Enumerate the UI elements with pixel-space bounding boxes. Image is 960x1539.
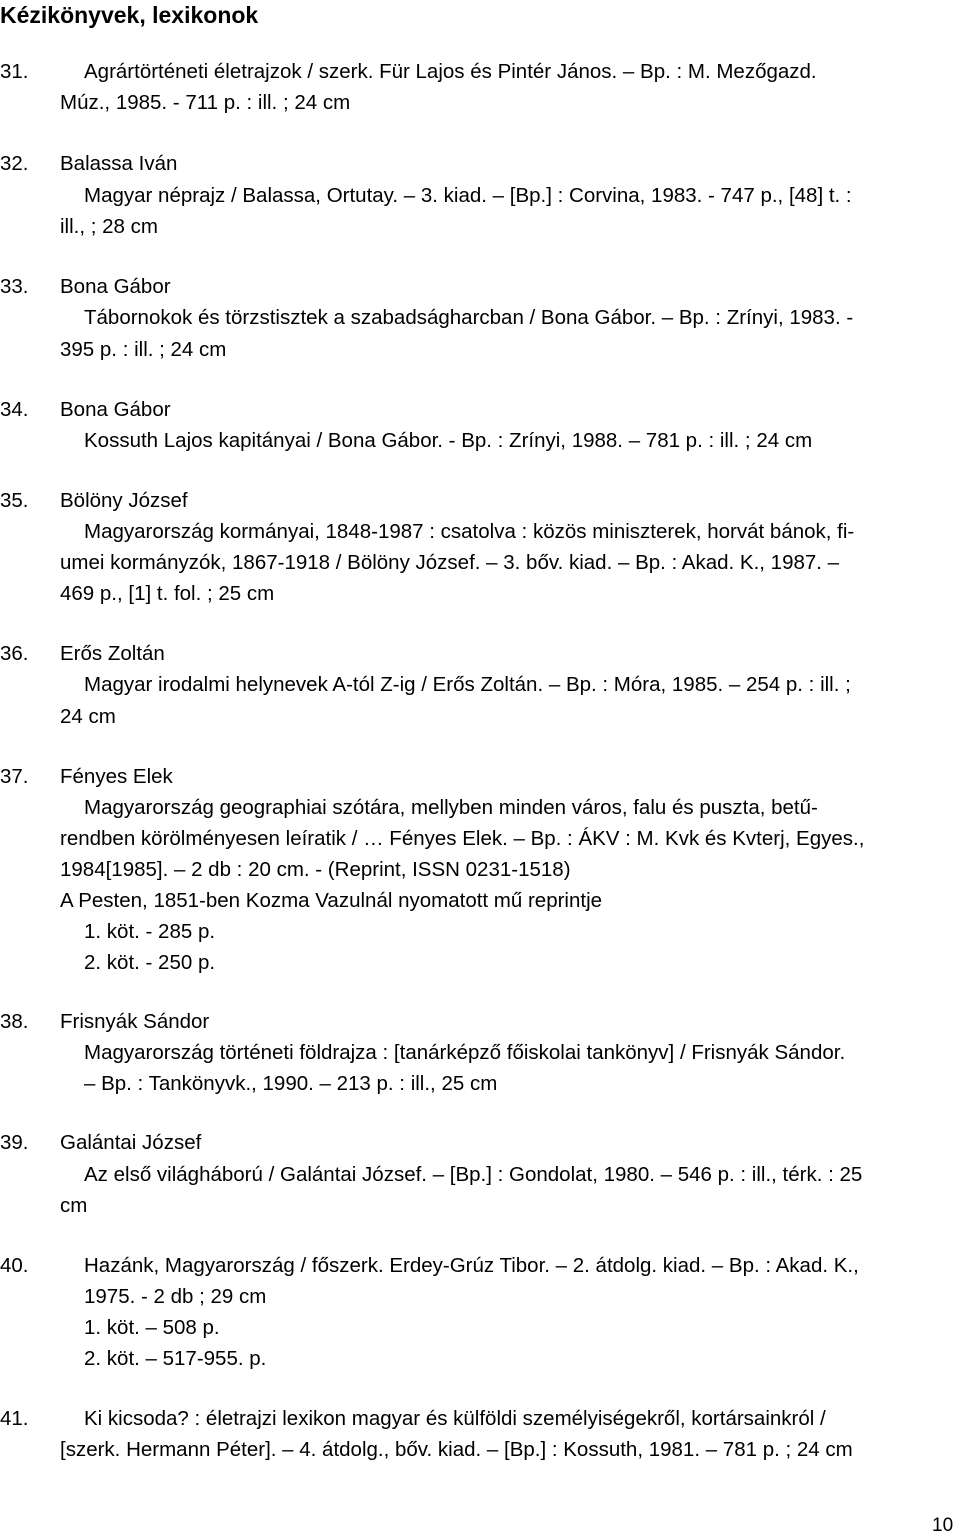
entry-text-line: 469 p., [1] t. fol. ; 25 cm xyxy=(60,582,275,605)
entry-author: Galántai József xyxy=(60,1131,202,1154)
page-title: Kézikönyvek, lexikonok xyxy=(0,2,259,28)
entry-text-line: Magyar néprajz / Balassa, Ortutay. – 3. kiad. – [Bp.] : Corvina, 1983. - 747 p., [48] t. : xyxy=(84,184,852,207)
entry-number: 37. xyxy=(0,765,29,788)
entry-text-line: Magyar irodalmi helynevek A-tól Z-ig / Erős Zoltán. – Bp. : Móra, 1985. – 254 p. : ill. ; xyxy=(84,673,851,696)
entry-text-line: Múz., 1985. - 711 p. : ill. ; 24 cm xyxy=(60,91,351,114)
entry-text-line: Hazánk, Magyarország / főszerk. Erdey-Grúz Tibor. – 2. átdolg. kiad. – Bp. : Akad. K., xyxy=(84,1254,859,1277)
entry-author: Frisnyák Sándor xyxy=(60,1010,210,1033)
entry-text-line: Ki kicsoda? : életrajzi lexikon magyar és külföldi személyiségekről, kortársainkról / xyxy=(84,1407,826,1430)
entry-text-line: ill., ; 28 cm xyxy=(60,215,158,238)
entry-number: 31. xyxy=(0,60,29,83)
entry-text-line: [szerk. Hermann Péter]. – 4. átdolg., bőv. kiad. – [Bp.] : Kossuth, 1981. – 781 p. ; 24 cm xyxy=(60,1438,853,1461)
entry-text-line: – Bp. : Tankönyvk., 1990. – 213 p. : ill., 25 cm xyxy=(84,1072,498,1095)
entry-volume-line: 2. köt. - 250 p. xyxy=(84,951,216,974)
page-number: 10 xyxy=(932,1515,954,1536)
entry-number: 34. xyxy=(0,398,29,421)
entry-number: 33. xyxy=(0,275,29,298)
entry-text-line: umei kormányzók, 1867-1918 / Bölöny József. – 3. bőv. kiad. – Bp. : Akad. K., 1987. – xyxy=(60,551,840,574)
entry-text-line: A Pesten, 1851-ben Kozma Vazulnál nyomatott mű reprintje xyxy=(60,889,603,912)
entry-text-line: cm xyxy=(60,1194,88,1217)
entry-text-line: rendben körölményesen leíratik / … Fényes Elek. – Bp. : ÁKV : M. Kvk és Kvterj, Egyes., xyxy=(60,827,865,850)
entry-number: 39. xyxy=(0,1131,29,1154)
entry-text-line: Az első világháború / Galántai József. – [Bp.] : Gondolat, 1980. – 546 p. : ill., térk. : 25 xyxy=(84,1163,863,1186)
entry-number: 36. xyxy=(0,642,29,665)
entry-author: Balassa Iván xyxy=(60,152,178,175)
entry-author: Bona Gábor xyxy=(60,275,171,298)
entry-text-line: Kossuth Lajos kapitányai / Bona Gábor. - Bp. : Zrínyi, 1988. – 781 p. : ill. ; 24 cm xyxy=(84,429,813,452)
entry-author: Bölöny József xyxy=(60,489,188,512)
entry-author: Bona Gábor xyxy=(60,398,171,421)
entry-text-line: Agrártörténeti életrajzok / szerk. Für Lajos és Pintér János. – Bp. : M. Mezőgazd. xyxy=(84,60,817,83)
entry-text-line: Tábornokok és törzstisztek a szabadságharcban / Bona Gábor. – Bp. : Zrínyi, 1983. - xyxy=(84,306,854,329)
entry-text-line: Magyarország geographiai szótára, mellyben minden város, falu és puszta, betű- xyxy=(84,796,818,819)
entry-author: Fényes Elek xyxy=(60,765,173,788)
entry-volume-line: 1. köt. – 508 p. xyxy=(84,1316,220,1339)
entry-text-line: Magyarország kormányai, 1848-1987 : csatolva : közös miniszterek, horvát bánok, fi- xyxy=(84,520,855,543)
entry-number: 35. xyxy=(0,489,29,512)
entry-author: Erős Zoltán xyxy=(60,642,165,665)
entry-number: 32. xyxy=(0,152,29,175)
entry-volume-line: 2. köt. – 517-955. p. xyxy=(84,1347,267,1370)
entry-text-line: 1975. - 2 db ; 29 cm xyxy=(84,1285,267,1308)
entry-text-line: 24 cm xyxy=(60,705,116,728)
entry-31-text-justified xyxy=(84,60,957,84)
entry-number: 38. xyxy=(0,1010,29,1033)
entry-text-line: 395 p. : ill. ; 24 cm xyxy=(60,338,227,361)
entry-number: 40. xyxy=(0,1254,29,1277)
entry-volume-line: 1. köt. - 285 p. xyxy=(84,920,216,943)
entry-text-line: 1984[1985]. – 2 db : 20 cm. - (Reprint, ISSN 0231-1518) xyxy=(60,858,571,881)
entry-number: 41. xyxy=(0,1407,29,1430)
entry-text-line: Magyarország történeti földrajza : [tanárképző főiskolai tankönyv] / Frisnyák Sándor. xyxy=(84,1041,846,1064)
